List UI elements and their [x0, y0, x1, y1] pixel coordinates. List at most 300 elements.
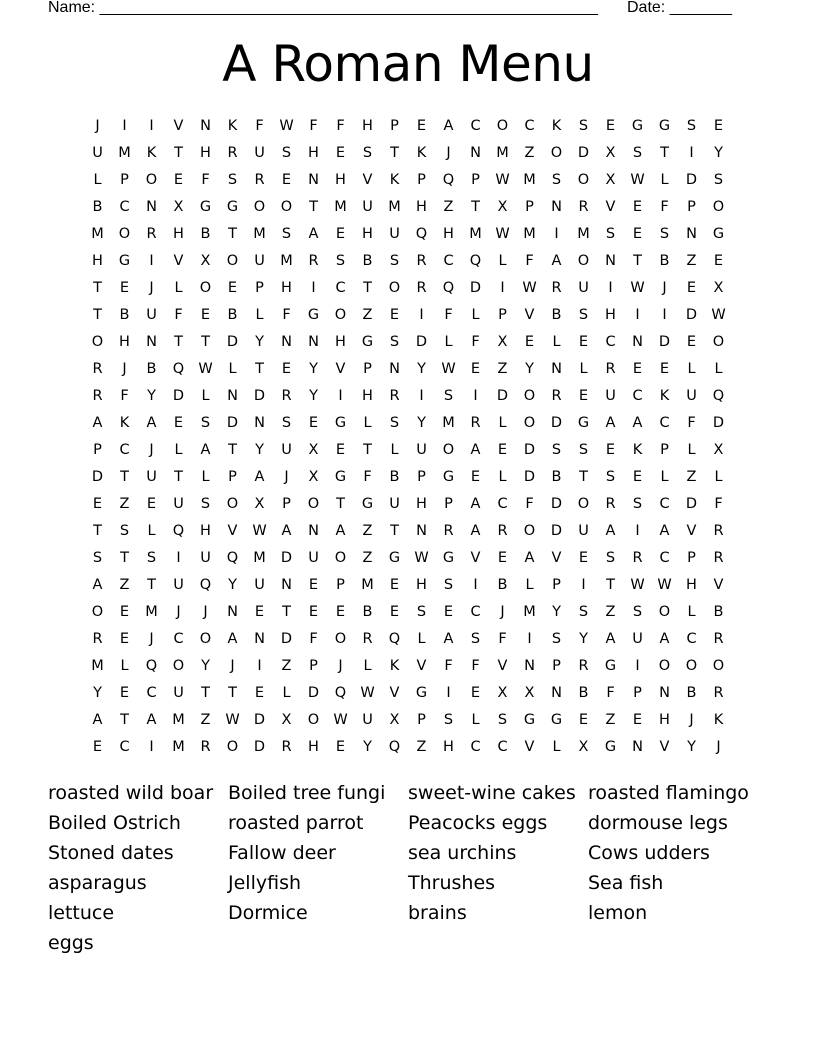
grid-letter: R: [92, 388, 103, 404]
grid-letter: S: [443, 577, 454, 593]
grid-letter: E: [281, 361, 292, 377]
grid-letter: O: [334, 631, 347, 647]
grid-letter: G: [307, 307, 320, 323]
grid-letter: P: [390, 118, 399, 134]
grid-letter: O: [442, 442, 455, 458]
grid-letter: O: [91, 604, 104, 620]
grid-letter: I: [149, 118, 154, 134]
grid-letter: E: [227, 280, 238, 296]
grid-letter: E: [335, 145, 346, 161]
grid-letter: S: [281, 145, 292, 161]
grid-letter: U: [281, 442, 292, 458]
grid-letter: F: [309, 631, 318, 647]
grid-letter: N: [632, 334, 643, 350]
grid-letter: Z: [362, 550, 373, 566]
grid-letter: T: [255, 361, 264, 377]
grid-letter: T: [228, 685, 237, 701]
grid-letter: T: [174, 334, 183, 350]
grid-letter: A: [659, 631, 670, 647]
grid-letter: W: [522, 280, 537, 296]
grid-letter: L: [687, 442, 696, 458]
grid-letter: N: [389, 361, 400, 377]
grid-letter: F: [471, 658, 480, 674]
grid-letter: U: [254, 253, 265, 269]
grid-letter: Y: [93, 685, 102, 701]
grid-letter: S: [281, 415, 292, 431]
grid-letter: I: [635, 658, 640, 674]
grid-letter: Z: [443, 199, 454, 215]
grid-row: [84, 329, 734, 356]
grid-letter: S: [146, 550, 157, 566]
grid-letter: M: [172, 739, 185, 755]
grid-letter: B: [578, 685, 589, 701]
grid-letter: L: [93, 172, 102, 188]
grid-letter: I: [554, 226, 559, 242]
word-list-item: Stoned dates: [48, 842, 174, 864]
grid-letter: H: [200, 145, 211, 161]
grid-letter: C: [686, 631, 697, 647]
word-list-item: roasted parrot: [228, 812, 364, 834]
grid-letter: Q: [145, 658, 158, 674]
grid-letter: M: [523, 604, 536, 620]
grid-letter: S: [389, 253, 400, 269]
grid-letter: E: [470, 685, 481, 701]
grid-letter: G: [415, 685, 428, 701]
grid-letter: L: [714, 361, 723, 377]
grid-letter: H: [362, 226, 373, 242]
grid-letter: R: [551, 388, 562, 404]
grid-letter: P: [471, 172, 480, 188]
grid-letter: X: [605, 145, 616, 161]
word-list-item: eggs: [48, 932, 94, 954]
grid-letter: C: [119, 739, 130, 755]
word-list-item: Cows udders: [588, 842, 710, 864]
grid-row: [84, 302, 734, 329]
grid-letter: S: [281, 226, 292, 242]
grid-letter: M: [334, 199, 347, 215]
grid-letter: S: [389, 334, 400, 350]
grid-letter: W: [279, 118, 294, 134]
grid-letter: H: [416, 199, 427, 215]
grid-letter: L: [660, 469, 669, 485]
grid-letter: U: [146, 307, 157, 323]
grid-letter: E: [92, 496, 103, 512]
grid-letter: Y: [417, 361, 426, 377]
word-list-item: asparagus: [48, 872, 147, 894]
grid-letter: J: [122, 361, 127, 377]
grid-letter: O: [712, 199, 725, 215]
grid-letter: H: [92, 253, 103, 269]
grid-row: [84, 167, 734, 194]
grid-letter: S: [470, 631, 481, 647]
grid-letter: L: [390, 442, 399, 458]
grid-letter: X: [497, 199, 508, 215]
grid-letter: L: [201, 388, 210, 404]
grid-letter: D: [577, 145, 590, 161]
grid-letter: A: [92, 577, 103, 593]
grid-letter: I: [446, 685, 451, 701]
grid-letter: H: [335, 334, 346, 350]
grid-letter: B: [686, 685, 697, 701]
grid-letter: A: [227, 631, 238, 647]
grid-letter: H: [308, 145, 319, 161]
grid-letter: H: [362, 388, 373, 404]
grid-letter: V: [173, 253, 184, 269]
grid-letter: M: [253, 226, 266, 242]
grid-letter: T: [147, 577, 156, 593]
grid-letter: T: [93, 280, 102, 296]
grid-letter: Y: [201, 658, 210, 674]
grid-letter: C: [470, 739, 481, 755]
grid-letter: E: [713, 253, 724, 269]
grid-letter: N: [551, 685, 562, 701]
grid-letter: E: [308, 604, 319, 620]
grid-row: [84, 707, 734, 734]
grid-letter: I: [635, 307, 640, 323]
grid-letter: G: [604, 739, 617, 755]
grid-letter: M: [523, 172, 536, 188]
grid-letter: W: [495, 172, 510, 188]
grid-letter: R: [551, 280, 562, 296]
grid-letter: F: [687, 415, 696, 431]
grid-letter: T: [120, 712, 129, 728]
grid-letter: N: [254, 631, 265, 647]
grid-letter: J: [230, 658, 235, 674]
grid-letter: R: [389, 388, 400, 404]
grid-letter: G: [658, 118, 671, 134]
word-list-item: Thrushes: [408, 872, 496, 894]
grid-letter: C: [497, 496, 508, 512]
grid-letter: F: [714, 496, 723, 512]
grid-letter: Z: [281, 658, 292, 674]
grid-letter: Z: [362, 523, 373, 539]
grid-letter: J: [689, 712, 694, 728]
grid-letter: K: [389, 172, 400, 188]
grid-letter: K: [551, 118, 562, 134]
grid-letter: L: [552, 334, 561, 350]
grid-letter: L: [579, 361, 588, 377]
grid-letter: A: [470, 496, 481, 512]
grid-letter: V: [497, 658, 508, 674]
grid-letter: T: [282, 604, 291, 620]
word-list-item: sweet-wine cakes: [408, 782, 576, 804]
grid-letter: S: [551, 631, 562, 647]
grid-letter: Y: [687, 739, 696, 755]
grid-letter: X: [389, 712, 400, 728]
grid-letter: D: [280, 631, 293, 647]
grid-letter: D: [226, 415, 239, 431]
grid-letter: H: [173, 226, 184, 242]
grid-letter: I: [311, 280, 316, 296]
grid-letter: P: [633, 685, 642, 701]
grid-letter: D: [523, 442, 536, 458]
grid-row: [84, 410, 734, 437]
grid-letter: X: [605, 172, 616, 188]
grid-letter: E: [308, 577, 319, 593]
grid-letter: E: [578, 712, 589, 728]
grid-letter: U: [173, 685, 184, 701]
grid-letter: D: [685, 172, 698, 188]
grid-letter: Q: [442, 280, 455, 296]
grid-letter: O: [172, 658, 185, 674]
grid-letter: B: [713, 604, 724, 620]
grid-letter: P: [228, 469, 237, 485]
grid-letter: R: [605, 496, 616, 512]
grid-letter: R: [92, 361, 103, 377]
grid-letter: D: [91, 469, 104, 485]
grid-letter: A: [551, 253, 562, 269]
grid-letter: O: [226, 496, 239, 512]
grid-letter: T: [174, 469, 183, 485]
grid-letter: X: [524, 685, 535, 701]
grid-letter: U: [92, 145, 103, 161]
grid-letter: Y: [417, 415, 426, 431]
grid-letter: T: [363, 280, 372, 296]
grid-letter: L: [687, 361, 696, 377]
grid-letter: F: [471, 334, 480, 350]
grid-letter: E: [470, 469, 481, 485]
grid-letter: V: [659, 739, 670, 755]
grid-letter: R: [281, 388, 292, 404]
grid-letter: U: [389, 496, 400, 512]
word-list-item: Boiled Ostrich: [48, 812, 181, 834]
grid-letter: W: [630, 577, 645, 593]
grid-letter: L: [687, 604, 696, 620]
grid-letter: W: [252, 523, 267, 539]
grid-letter: B: [497, 577, 508, 593]
grid-letter: H: [119, 334, 130, 350]
grid-letter: F: [525, 496, 534, 512]
grid-letter: J: [716, 739, 721, 755]
grid-letter: D: [550, 415, 563, 431]
word-list-item: Boiled tree fungi: [228, 782, 386, 804]
word-list-item: Dormice: [228, 902, 308, 924]
grid-letter: B: [146, 361, 157, 377]
grid-letter: V: [524, 739, 535, 755]
grid-letter: R: [362, 631, 373, 647]
grid-letter: I: [581, 577, 586, 593]
grid-letter: S: [200, 496, 211, 512]
grid-letter: G: [226, 199, 239, 215]
grid-letter: E: [659, 361, 670, 377]
grid-letter: R: [713, 523, 724, 539]
grid-letter: A: [146, 712, 157, 728]
grid-letter: C: [659, 496, 670, 512]
grid-letter: A: [470, 442, 481, 458]
grid-letter: U: [362, 712, 373, 728]
grid-letter: P: [336, 577, 345, 593]
grid-letter: E: [713, 118, 724, 134]
grid-letter: T: [309, 199, 318, 215]
grid-letter: H: [416, 577, 427, 593]
grid-letter: X: [497, 685, 508, 701]
grid-letter: X: [173, 199, 184, 215]
grid-letter: A: [443, 631, 454, 647]
grid-letter: P: [444, 496, 453, 512]
grid-letter: H: [308, 739, 319, 755]
word-list-item: roasted wild boar: [48, 782, 214, 804]
grid-letter: P: [417, 469, 426, 485]
word-list-item: roasted flamingo: [588, 782, 749, 804]
word-list-item: lettuce: [48, 902, 115, 924]
grid-letter: A: [281, 523, 292, 539]
grid-letter: C: [659, 550, 670, 566]
grid-letter: Y: [228, 577, 237, 593]
grid-letter: G: [712, 226, 725, 242]
grid-letter: U: [254, 145, 265, 161]
grid-letter: F: [174, 307, 183, 323]
grid-letter: M: [523, 226, 536, 242]
grid-letter: O: [577, 253, 590, 269]
grid-letter: B: [119, 307, 130, 323]
grid-letter: R: [92, 631, 103, 647]
grid-letter: T: [228, 226, 237, 242]
word-list-item: sea urchins: [408, 842, 517, 864]
grid-letter: I: [419, 307, 424, 323]
grid-letter: E: [632, 469, 643, 485]
grid-letter: O: [334, 550, 347, 566]
grid-letter: O: [496, 118, 509, 134]
word-list-item: dormouse legs: [588, 812, 728, 834]
grid-letter: I: [257, 658, 262, 674]
grid-letter: V: [605, 199, 616, 215]
grid-letter: F: [444, 658, 453, 674]
grid-letter: O: [253, 199, 266, 215]
grid-letter: O: [550, 145, 563, 161]
grid-letter: V: [227, 523, 238, 539]
grid-letter: U: [605, 388, 616, 404]
grid-letter: P: [120, 172, 129, 188]
grid-letter: L: [363, 415, 372, 431]
grid-letter: T: [390, 145, 399, 161]
grid-letter: Z: [119, 577, 130, 593]
grid-letter: I: [149, 739, 154, 755]
grid-letter: M: [172, 712, 185, 728]
grid-letter: N: [146, 199, 157, 215]
grid-letter: L: [444, 334, 453, 350]
grid-letter: G: [334, 415, 347, 431]
grid-letter: C: [443, 253, 454, 269]
grid-row: [84, 518, 734, 545]
grid-letter: Y: [525, 361, 534, 377]
grid-letter: M: [496, 145, 509, 161]
grid-letter: E: [254, 685, 265, 701]
grid-letter: N: [308, 334, 319, 350]
grid-row: [84, 599, 734, 626]
grid-letter: K: [146, 145, 157, 161]
grid-letter: G: [550, 712, 563, 728]
grid-letter: N: [416, 523, 427, 539]
grid-letter: W: [225, 712, 240, 728]
grid-letter: D: [712, 415, 725, 431]
grid-letter: P: [525, 199, 534, 215]
grid-letter: L: [552, 739, 561, 755]
grid-letter: N: [308, 523, 319, 539]
grid-letter: G: [199, 199, 212, 215]
grid-letter: Q: [226, 550, 239, 566]
grid-letter: E: [119, 631, 130, 647]
grid-letter: F: [309, 118, 318, 134]
grid-letter: C: [632, 388, 643, 404]
grid-letter: V: [470, 550, 481, 566]
grid-letter: G: [361, 496, 374, 512]
grid-letter: A: [632, 415, 643, 431]
grid-letter: Y: [309, 361, 318, 377]
grid-letter: E: [497, 442, 508, 458]
grid-letter: O: [199, 280, 212, 296]
grid-letter: Z: [497, 361, 508, 377]
grid-letter: J: [203, 604, 208, 620]
grid-letter: O: [658, 604, 671, 620]
grid-letter: L: [255, 307, 264, 323]
grid-letter: A: [605, 523, 616, 539]
grid-letter: F: [525, 253, 534, 269]
grid-letter: W: [495, 226, 510, 242]
grid-letter: E: [119, 604, 130, 620]
grid-letter: M: [253, 550, 266, 566]
grid-letter: U: [173, 496, 184, 512]
grid-letter: A: [254, 469, 265, 485]
grid-letter: D: [280, 550, 293, 566]
grid-letter: F: [498, 631, 507, 647]
grid-letter: D: [415, 334, 428, 350]
grid-letter: W: [333, 712, 348, 728]
name-date-header: [48, 0, 748, 18]
grid-letter: P: [93, 442, 102, 458]
grid-letter: D: [550, 523, 563, 539]
grid-letter: R: [713, 631, 724, 647]
grid-letter: Y: [309, 388, 318, 404]
grid-letter: S: [335, 253, 346, 269]
grid-letter: T: [201, 334, 210, 350]
grid-letter: R: [632, 550, 643, 566]
grid-letter: M: [118, 145, 131, 161]
grid-letter: M: [91, 226, 104, 242]
grid-letter: M: [469, 226, 482, 242]
grid-letter: D: [658, 334, 671, 350]
grid-row: [84, 626, 734, 653]
grid-letter: C: [659, 415, 670, 431]
grid-letter: U: [578, 280, 589, 296]
grid-letter: P: [255, 280, 264, 296]
grid-letter: D: [523, 469, 536, 485]
grid-letter: P: [363, 361, 372, 377]
grid-letter: T: [471, 199, 480, 215]
grid-letter: E: [389, 307, 400, 323]
grid-letter: D: [496, 388, 509, 404]
grid-letter: N: [686, 226, 697, 242]
grid-letter: O: [658, 658, 671, 674]
grid-letter: D: [685, 307, 698, 323]
grid-letter: U: [254, 577, 265, 593]
grid-letter: E: [524, 334, 535, 350]
grid-letter: Y: [147, 388, 156, 404]
grid-letter: W: [711, 307, 726, 323]
grid-letter: N: [254, 415, 265, 431]
grid-letter: I: [500, 280, 505, 296]
grid-letter: I: [527, 631, 532, 647]
grid-letter: N: [146, 334, 157, 350]
grid-letter: D: [253, 712, 266, 728]
grid-letter: D: [307, 685, 320, 701]
grid-letter: R: [605, 361, 616, 377]
grid-letter: T: [228, 442, 237, 458]
grid-letter: G: [604, 658, 617, 674]
grid-letter: L: [660, 172, 669, 188]
grid-letter: R: [416, 280, 427, 296]
grid-letter: W: [414, 550, 429, 566]
word-list-item: Fallow deer: [228, 842, 336, 864]
